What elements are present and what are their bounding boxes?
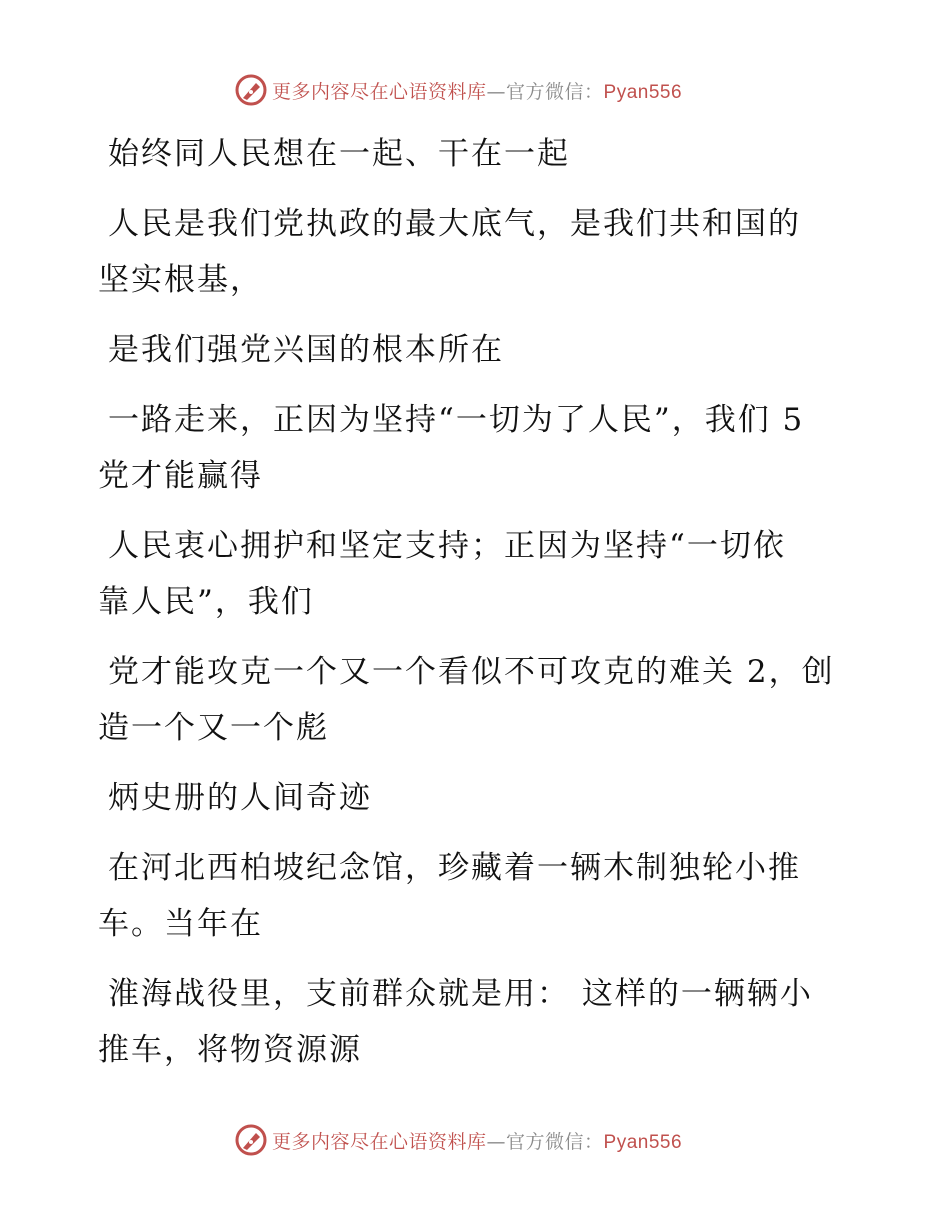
watermark-dash: — xyxy=(486,1130,507,1153)
text-line: 靠人民”，我们 xyxy=(98,584,314,620)
watermark-wechat-label: 官方微信： xyxy=(506,1130,604,1153)
watermark-wechat-id: Pyan556 xyxy=(603,81,683,103)
text-line: 车。当年在 xyxy=(98,906,263,942)
watermark-text xyxy=(272,1127,682,1154)
paragraph-1 xyxy=(98,126,858,182)
paragraph-3 xyxy=(98,322,858,378)
text-line: 造一个又一个彪 xyxy=(98,710,329,746)
paragraph-9 xyxy=(98,966,858,1078)
paragraph-5 xyxy=(98,518,858,630)
text-line: 人民是我们党执政的最大底气，是我们共和国的 xyxy=(108,206,801,242)
footer-watermark xyxy=(234,1122,682,1158)
paragraph-2 xyxy=(98,196,858,308)
text-line: 推车，将物资源源 xyxy=(98,1032,362,1068)
text-line: 党才能攻克一个又一个看似不可攻克的难关 2，创 xyxy=(108,654,835,690)
paragraph-6 xyxy=(98,644,858,756)
text-line: 一路走来，正因为坚持“一切为了人民”，我们 5 xyxy=(108,402,805,438)
text-line: 党才能赢得 xyxy=(98,458,263,494)
pen-nib-logo-icon xyxy=(234,73,268,107)
paragraph-7 xyxy=(98,770,858,826)
watermark-wechat-label: 官方微信： xyxy=(506,80,604,103)
document-body xyxy=(98,126,858,1092)
text-line: 始终同人民想在一起、干在一起 xyxy=(108,136,570,172)
text-line: 在河北西柏坡纪念馆，珍藏着一辆木制独轮小推 xyxy=(108,850,801,886)
watermark-text xyxy=(272,77,682,104)
watermark-brand: 更多内容尽在心语资料库 xyxy=(272,80,487,103)
pen-nib-logo-icon xyxy=(234,1123,268,1157)
paragraph-4 xyxy=(98,392,858,504)
text-line: 人民衷心拥护和坚定支持；正因为坚持“一切依 xyxy=(108,528,786,564)
text-line: 坚实根基， xyxy=(98,262,263,298)
text-line: 炳史册的人间奇迹 xyxy=(108,780,372,816)
watermark-dash: — xyxy=(486,80,507,103)
paragraph-8 xyxy=(98,840,858,952)
text-line: 淮海战役里，支前群众就是用： 这样的一辆辆小 xyxy=(108,976,813,1012)
text-line: 是我们强党兴国的根本所在 xyxy=(108,332,504,368)
watermark-wechat-id: Pyan556 xyxy=(603,1131,683,1153)
watermark-brand: 更多内容尽在心语资料库 xyxy=(272,1130,487,1153)
header-watermark xyxy=(234,72,682,108)
